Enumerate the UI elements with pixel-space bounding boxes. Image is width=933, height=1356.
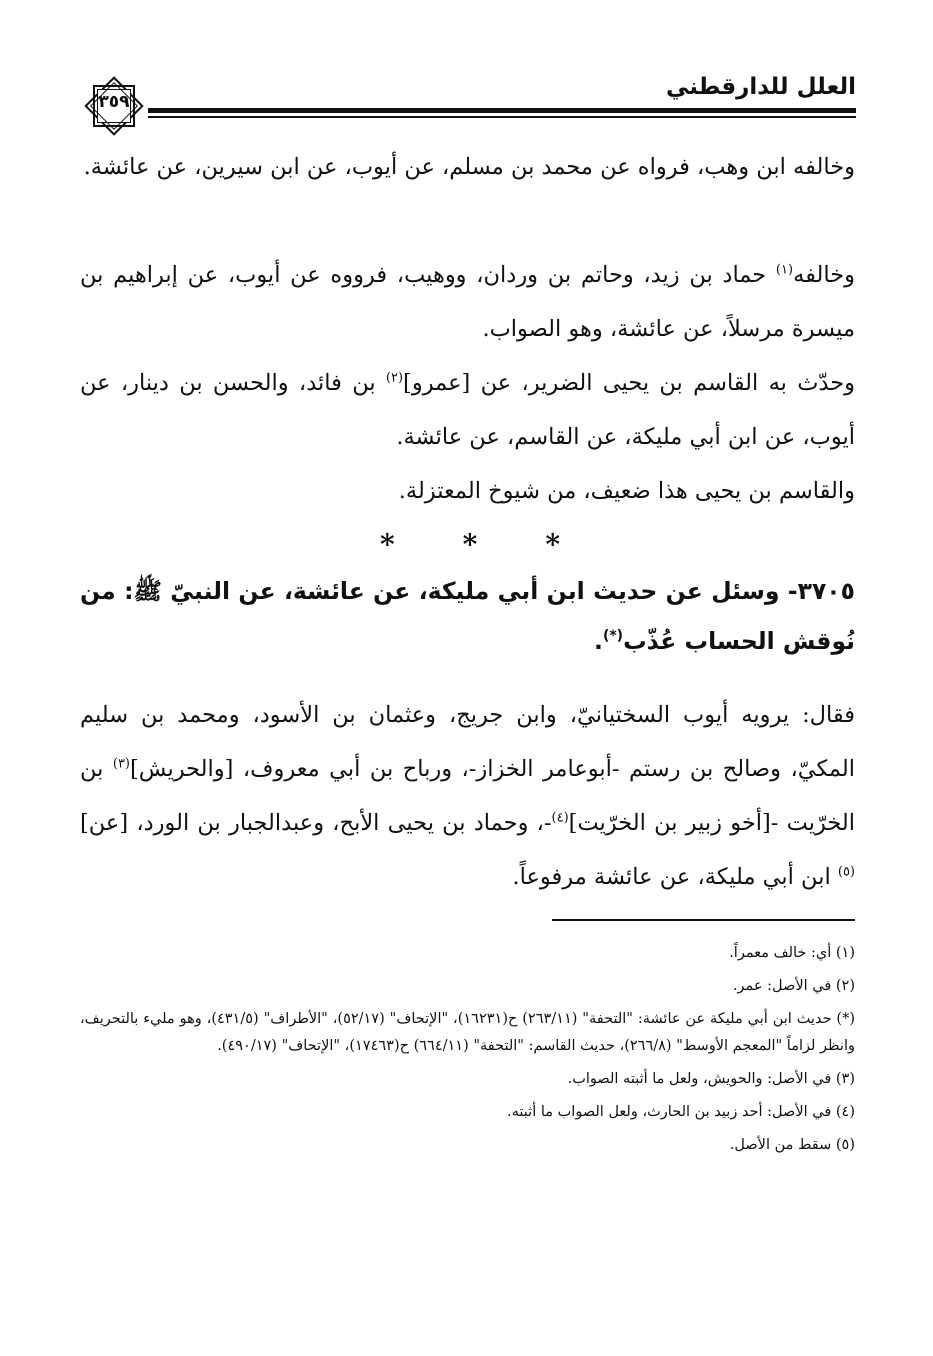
footnote-ref-3: (٣) [112,756,130,772]
book-title: العلل للدارقطني [660,74,856,100]
footnote-3: (٣) في الأصل: والحويش، ولعل ما أثبته الصواب. [567,1071,855,1087]
footnote-ref-2: (٢) [385,370,404,386]
section-separator [380,528,560,561]
footnote-divider [552,919,855,921]
paragraph-5 [80,688,855,904]
paragraph-2 [80,248,855,356]
footnote-ref-5: (٥) [837,864,855,880]
paragraph-3-text-a: وحدّث به القاسم بن يحيى الضرير، عن [عمرو] [403,370,855,396]
hadith-heading-text: ٣٧٠٥- وسئل عن حديث ابن أبي مليكة، عن عائشة، عن النبيّ ﷺ: من نُوقش الحساب عُذّب [80,577,855,655]
footnote-ref-1: (١) [775,262,794,278]
paragraph-2-text-a: وخالفه [793,262,855,288]
page-number: ٣٥٩ [98,92,130,112]
hadith-heading [80,566,855,666]
footnote-4: (٤) في الأصل: أحد زبيد بن الحارث، ولعل الصواب ما أثبته. [507,1104,855,1120]
paragraph-1 [80,140,855,194]
footnote-ref-4: (٤) [551,810,569,826]
hadith-heading-end: . [594,627,603,655]
paragraph-1-text: وخالفه ابن وهب، فرواه عن محمد بن مسلم، عن أيوب، عن ابن سيرين، عن عائشة. [83,154,855,180]
header-rule-thin [148,116,856,118]
separator-star: * [380,528,395,561]
header-rule-thick [148,108,856,113]
separator-star: * [545,528,560,561]
paragraph-5-text-a: فقال: يرويه أيوب السختيانيّ، وابن جريج، وعثمان بن الأسود، ومحمد بن سليم المكيّ، وصالح بن رستم -أبوعامر الخزاز-، ورباح بن أبي معروف، [والحريش] [80,702,855,782]
paragraph-5-text-c: -، وحماد بن يحيى الأبح، وعبدالجبار بن الورد، [عن] [80,810,552,836]
footnote-2: (٢) في الأصل: عمر. [732,978,855,994]
paragraph-4-text: والقاسم بن يحيى هذا ضعيف، من شيوخ المعتزلة. [398,478,855,504]
separator-star: * [462,528,478,561]
paragraph-4 [80,464,855,518]
footnote-ref-star: (*) [602,628,624,645]
footnote-1: (١) أي: خالف معمراً. [729,945,855,961]
footnote-5: (٥) سقط من الأصل. [729,1137,855,1153]
footnotes [80,940,855,1165]
paragraph-3-text-b: بن فائد، والحسن بن دينار، عن أيوب، عن ابن أبي مليكة، عن القاسم، عن عائشة. [80,370,855,450]
footnote-star: (*) حديث ابن أبي مليكة عن عائشة: "التحفة" (٢٦٣/١١) ح(١٦٢٣١)، "الإتحاف" (٥٢/١٧)، "الأطراف" (٤٣١/٥)، وهو مليء بالتحريف، وانظر لزاماً "المعجم الأوسط" (٢٦٦/٨)، حديث القاسم: "التحفة" (٦٦٤/١١) ح(١٧٤٦٣)، "الإتحاف" (٤٩٠/١٧). [80,1011,855,1054]
paragraph-5-text-d: ابن أبي مليكة، عن عائشة مرفوعاً. [512,864,838,890]
paragraph-5-text-b: بن الخرّيت -[أخو زبير بن الخرّيت] [80,756,856,836]
page-header [78,70,856,140]
paragraph-3 [80,356,855,464]
paragraph-2-text-b: حماد بن زيد، وحاتم بن وردان، ووهيب، فرووه عن أيوب، عن إبراهيم بن ميسرة مرسلاً، عن عائشة، وهو الصواب. [80,262,855,342]
